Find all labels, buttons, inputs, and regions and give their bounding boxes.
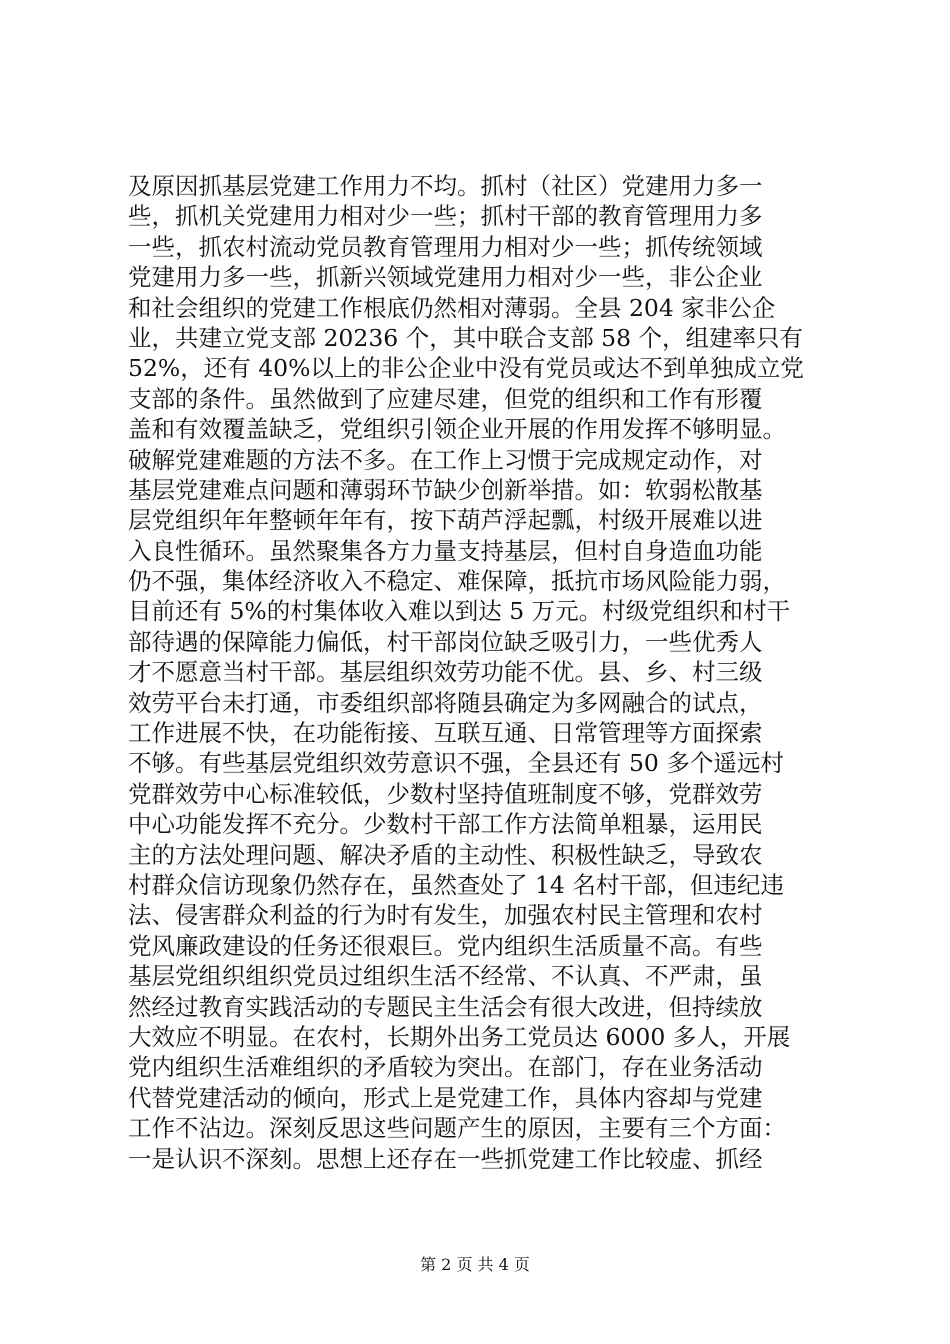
text-line: 效劳平台未打通，市委组织部将随县确定为多网融合的试点，	[128, 688, 763, 717]
text-line: 主的方法处理问题、解决矛盾的主动性、积极性缺乏，导致农	[128, 840, 763, 869]
text-line: 才不愿意当村干部。基层组织效劳功能不优。县、乡、村三级	[128, 658, 763, 687]
text-line: 中心功能发挥不充分。少数村干部工作方法简单粗暴，运用民	[128, 810, 763, 839]
text-line: 和社会组织的党建工作根底仍然相对薄弱。全县 204 家非公企	[128, 293, 776, 322]
text-line: 大效应不明显。在农村，长期外出务工党员达 6000 多人，开展	[128, 1022, 791, 1051]
text-line: 党建用力多一些，抓新兴领域党建用力相对少一些，非公企业	[128, 263, 763, 292]
text-line: 党群效劳中心标准较低，少数村坚持值班制度不够，党群效劳	[128, 779, 763, 808]
text-line: 不够。有些基层党组织效劳意识不强，全县还有 50 多个遥远村	[128, 749, 784, 778]
text-line: 些，抓机关党建用力相对少一些；抓村干部的教育管理用力多	[128, 202, 763, 231]
text-line: 工作不沾边。深刻反思这些问题产生的原因，主要有三个方面：	[128, 1114, 786, 1143]
text-line: 然经过教育实践活动的专题民主生活会有很大改进，但持续放	[128, 992, 763, 1021]
text-line: 盖和有效覆盖缺乏，党组织引领企业开展的作用发挥不够明显。	[128, 415, 786, 444]
text-line: 法、侵害群众利益的行为时有发生，加强农村民主管理和农村	[128, 901, 763, 930]
text-line: 村群众信访现象仍然存在，虽然查处了 14 名村干部，但违纪违	[128, 870, 784, 899]
text-line: 基层党建难点问题和薄弱环节缺少创新举措。如：软弱松散基	[128, 475, 763, 504]
text-line: 基层党组织组织党员过组织生活不经常、不认真、不严肃，虽	[128, 962, 763, 991]
text-line: 部待遇的保障能力偏低，村干部岗位缺乏吸引力，一些优秀人	[128, 627, 763, 656]
body-text	[128, 171, 828, 1174]
text-line: 破解党建难题的方法不多。在工作上习惯于完成规定动作，对	[128, 445, 763, 474]
text-line: 代替党建活动的倾向，形式上是党建工作，具体内容却与党建	[128, 1083, 763, 1112]
text-line: 入良性循环。虽然聚集各方力量支持基层，但村自身造血功能	[128, 536, 763, 565]
text-line: 一是认识不深刻。思想上还存在一些抓党建工作比较虚、抓经	[128, 1144, 763, 1173]
page-footer: 第 2 页 共 4 页	[420, 1255, 530, 1274]
text-line: 一些，抓农村流动党员教育管理用力相对少一些；抓传统领域	[128, 232, 763, 261]
text-line: 及原因抓基层党建工作用力不均。抓村（社区）党建用力多一	[128, 172, 763, 200]
text-line: 业，共建立党支部 20236 个，其中联合支部 58 个，组建率只有	[128, 323, 804, 352]
text-line: 52%，还有 40%以上的非公企业中没有党员或达不到单独成立党	[128, 354, 804, 383]
text-line: 层党组织年年整顿年年有，按下葫芦浮起瓢，村级开展难以进	[128, 506, 763, 535]
text-line: 党风廉政建设的任务还很艰巨。党内组织生活质量不高。有些	[128, 931, 763, 960]
text-line: 工作进展不快，在功能衔接、互联互通、日常管理等方面探索	[128, 719, 763, 748]
text-line: 仍不强，集体经济收入不稳定、难保障，抵抗市场风险能力弱，	[128, 567, 786, 596]
text-line: 支部的条件。虽然做到了应建尽建，但党的组织和工作有形覆	[128, 384, 763, 413]
text-line: 党内组织生活难组织的矛盾较为突出。在部门，存在业务活动	[128, 1053, 763, 1082]
text-line: 目前还有 5%的村集体收入难以到达 5 万元。村级党组织和村干	[128, 597, 791, 626]
